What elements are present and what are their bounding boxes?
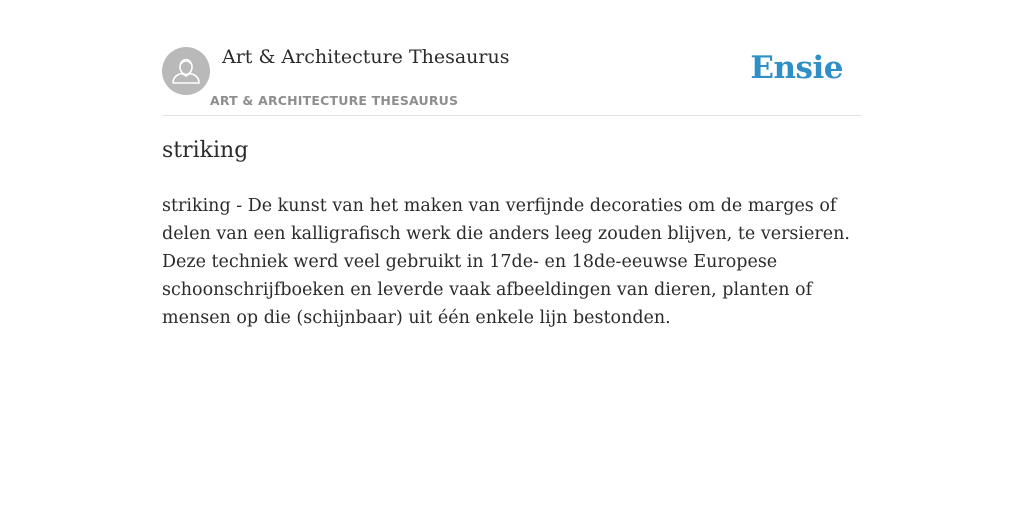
user-silhouette-icon [162, 47, 210, 95]
source-label: ART & ARCHITECTURE THESAURUS [210, 93, 459, 108]
entry-header [162, 40, 862, 116]
entry-definition: striking - De kunst van het maken van verfijnde decoraties om de marges of delen van een kalligrafisch werk die anders leeg zouden blijven, te versieren. Deze techniek werd veel gebruikt in 17de- en 18de-eeuwse Europese schoonschrijfboeken en leverde vaak afbeeldingen van dieren, planten of mensen op die (schijnbaar) uit één enkele lijn bestonden. [162, 196, 850, 328]
author-name-link[interactable]: Art & Architecture Thesaurus [222, 46, 510, 68]
author-avatar[interactable] [162, 47, 210, 95]
entry-title: striking [162, 138, 249, 163]
brand-logo-link[interactable]: Ensie [750, 50, 843, 86]
